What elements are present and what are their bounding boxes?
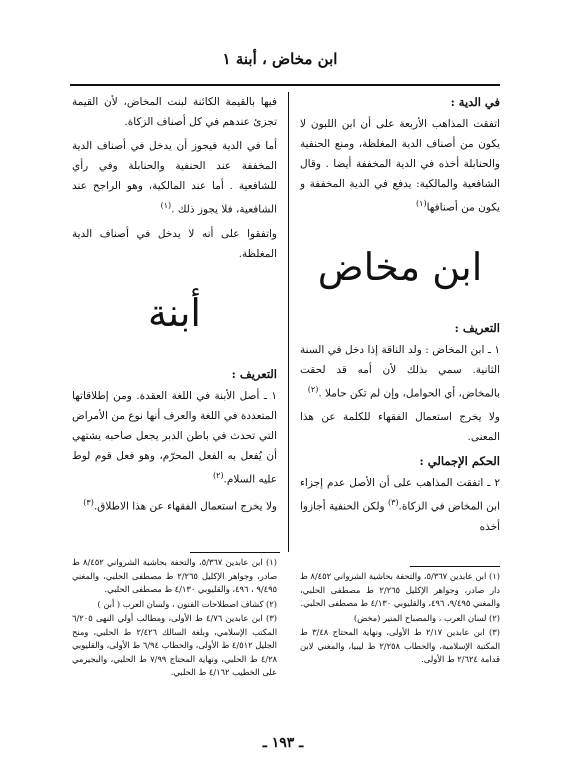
running-header: ابن مخاض ، أبنة ١ [222,50,338,68]
footnote-rule [190,552,280,553]
ubna-definition-paragraph [72,386,277,490]
ruling-text: ٢ ـ اتفقت المذاهب على أن الأصل عدم إجزاء ابن المخاض في الزكاة. [300,477,501,513]
footnote: (٢) كشاف اصطلاحات الفنون ، ولسان العرب ( أبن ) [97,598,277,609]
diya-text: اتفقت المذاهب الأربعة على أن ابن اللبون لا يكون من أصناف الدية المغلظة، ومنع الحنفية والحنابلة أخذه في الدية المخففة أيضا . وقال الشافعية والمالكية: يدفع في الدية المخففة و يكون من أصنافها [300,118,500,214]
ubna-definition-text: ١ ـ أصل الأبنة في اللغة العقدة. ومن إطلاقاتها المتعددة في اللغة والعرف أنها نوع من الأمراض التي تحدث في باطن الدبر يجعل صاحبه يشتهي أن يُفعل به الفعل المحرّم، وهو فعل قوم لوط عليه السلام. [72,389,277,485]
footnote-ref: (٣) [387,498,399,507]
footnote: (١) ابن عابدين ٥/٣٦٧، والتحفة بحاشية الشرواني ٨/٤٥٢ ط صادر، وجواهر الإكليل ٢/٢٦٥ ط مصطفى الحلبي، والمغني ٩/٤٩٥ ، ٤٩٦، والقليوبي ٤/١٣٠ ط مصطفى الحلبي. [72,557,277,594]
footnote-ref: (٣) [83,498,94,507]
footnote-ref: (٢) [307,384,319,394]
diya-paragraph [300,114,500,218]
footnote: (٣) ابن عابدين ٤/٧٦ ط الأولى، ومطالب أولي النهى ٦/٢٠٥ المكتب الإسلامي، وبلغة السالك ٢/٤٢٦ ط الحلبي، ومنح الجليل ٤/٥١٢ ط الأولى، والحطاب ٦/٩٤ ط الأولى، والقليوبي ٤/٢٨ ط الحلبي، ونهاية المحتاج ٧/٩٩ ط الحلبي، والبجيرمي على الخطيب ٤/١٦٢ ط الحلبي. [72,613,277,677]
usage-paragraph: ولا يخرج استعمال الفقهاء للكلمة عن هذا المعنى. [300,411,500,443]
ruling-text-tail: ولكن الحنفية أجازوا أخذه [300,500,500,533]
agreement-paragraph: واتفقوا على أنه لا يدخل في أصناف الدية المغلظة. [72,227,277,260]
footnote: (١) ابن عابدين ٥/٣٦٧، والتحفة بحاشية الشرواني ٨/٤٥٢ ط دار صادر، وجواهر الإكليل ٢/٢٦٥ ط مصطفى الحلبي، والمغني ٩/٤٩٥، ٤٩٦، والقليوبي ٤/١٣٠ ط مصطفى الحلبي. [300,571,500,608]
column-divider [288,92,289,552]
section-heading-diya: في الدية : [450,95,500,109]
zakat-paragraph: فيها بالقيمة الكائنة لبنت المخاض، لأن القيمة تجزئ عندهم في كل أصناف الزكاة. [72,96,277,128]
right-column [300,92,500,541]
footnote: (٣) ابن عابدين ٢/١٧ ط الأولى، ونهاية المحتاج ٣/٤٨ ط المكتبة الإسلامية، والحطاب ٢/٢٥٨ ط ليبيا، والمغني لابن قدامة ٢/٦٢٤ ط الأولى. [300,627,501,664]
entry-title-ubna: أبنة [148,290,201,335]
section-heading-definition: التعريف : [231,366,277,381]
definition-paragraph [300,340,500,404]
ruling-paragraph [300,473,500,537]
footnotes-right [300,570,500,668]
diya-category-text: أما في الدية فيجوز أن يدخل في أصناف الدية المخففة عند الحنفية والحنابلة وفي رأي للشافعية . أما عند المالكية، وهو الراجح عند الشافعية، فلا يجوز ذلك . [72,140,277,216]
entry-title-ibn-makhad: ابن مخاض [317,244,483,289]
definition-text: ١ ـ ابن المخاض : ولد الناقة إذا دخل في السنة الثانية. سمي بذلك لأن أمه قد لحقت بالمخاض، أي الحوامل، وإن لم تكن حاملا . [300,343,500,399]
footnote-ref: (٢) [212,470,224,480]
footnote-rule [410,566,500,567]
footnotes-left [72,556,277,681]
ubna-usage-paragraph [72,493,277,517]
page-number: ـ ١٩٣ ـ [262,735,304,751]
header-rule [70,84,500,86]
section-heading-ruling: الحكم الإجمالي : [419,454,500,468]
diya-category-paragraph [72,136,277,220]
ubna-usage-text: ولا يخرج استعمال الفقهاء عن هذا الاطلاق. [93,500,277,513]
footnote-ref: (١) [160,201,172,210]
left-column [72,92,277,521]
section-heading-definition: التعريف : [454,320,500,335]
footnote: (٢) لسان العرب ، والمصباح المنير (مخض) [353,612,500,623]
footnote-ref: (١) [416,199,427,208]
